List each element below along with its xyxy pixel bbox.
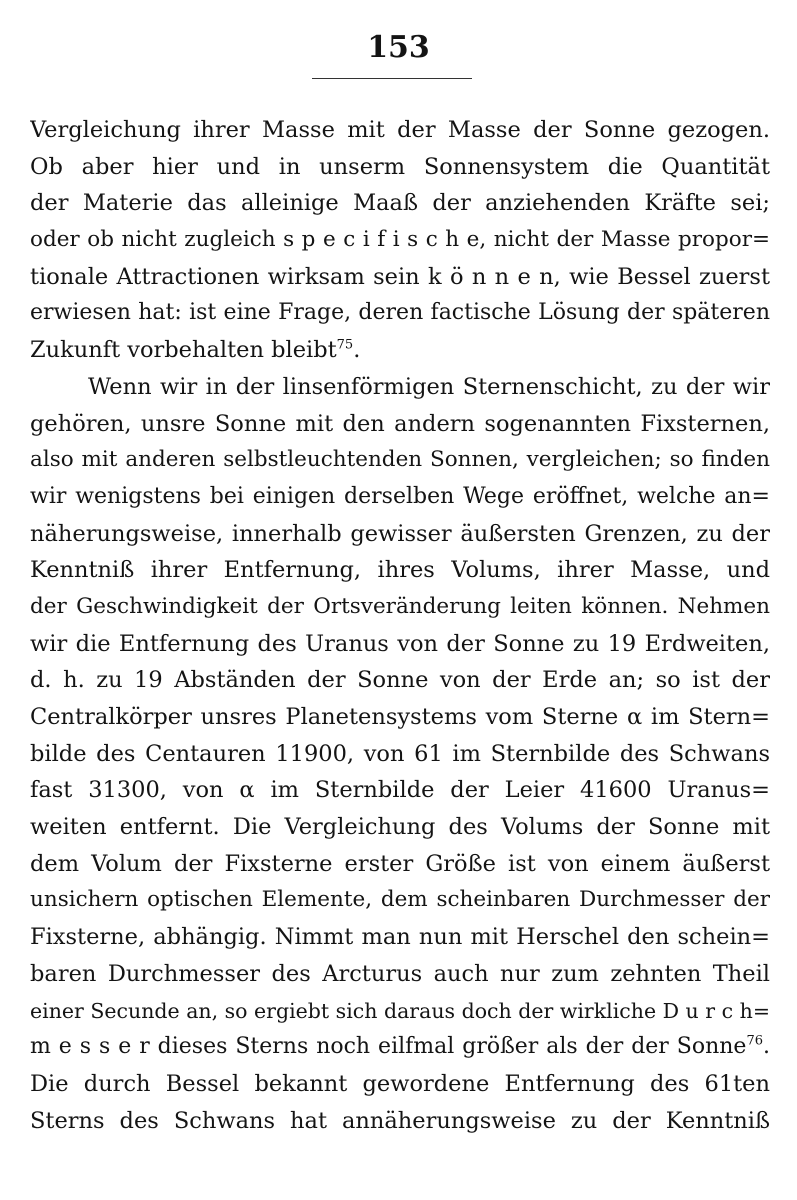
text-line-25: einer Secunde an, so ergiebt sich daraus doch der wirkliche D u r c h= (30, 998, 770, 1023)
footnote-ref-75[interactable]: 75 (336, 337, 354, 353)
page-number: 153 (367, 30, 430, 65)
text-line-19: fast 31300, von α im Sternbilde der Leier 41600 Uranus= (30, 777, 770, 804)
text-line-16: d. h. zu 19 Abständen der Sonne von der Erde an; so ist der (30, 667, 770, 694)
text-line-18: bilde des Centauren 11900, von 61 im Sternbilde des Schwans (30, 740, 770, 767)
text-line-27: Die durch Bessel bekannt gewordene Entfernung des 61ten (30, 1070, 770, 1097)
text-line-17: Centralkörper unsres Planetensystems vom Sterne α im Stern= (30, 704, 770, 730)
text-line-5: tionale Attractionen wirksam sein k ö n n e n, wie Bessel zuerst (30, 263, 770, 290)
text-line-2: Ob aber hier und in unserm Sonnensystem die Quantität (30, 153, 770, 180)
text-line-3: der Materie das alleinige Maaß der anziehenden Kräfte sei; (30, 190, 770, 217)
text-line-23: Fixsterne, abhängig. Nimmt man nun mit Herschel den schein= (30, 924, 770, 951)
text-line-7: Zukunft vorbehalten bleibt$^{75}$. (30, 337, 361, 364)
text-line-6: erwiesen hat: ist eine Frage, deren factische Lösung der späteren (30, 300, 770, 326)
text-line-1: Vergleichung ihrer Masse mit der Masse der Sonne gezogen. (30, 117, 770, 143)
text-line-28: Sterns des Schwans hat annäherungsweise zu der Kenntniß (30, 1107, 770, 1134)
text-line-26: m e s s e r dieses Sterns noch eilfmal größer als der der Sonne$^{76}$. (30, 1033, 770, 1060)
text-line-22: unsichern optischen Elemente, dem scheinbaren Durchmesser der (30, 887, 770, 913)
footnote-ref-76[interactable]: 76 (746, 1033, 763, 1049)
text-line-13: Kenntniß ihrer Entfernung, ihres Volums, ihrer Masse, und (30, 557, 770, 584)
text-line-8: Wenn wir in der linsenförmigen Sternenschicht, zu der wir (88, 373, 770, 400)
page-text (30, 112, 770, 1139)
text-line-10: also mit anderen selbstleuchtenden Sonnen, vergleichen; so finden (30, 447, 770, 473)
text-line-15: wir die Entfernung des Uranus von der Sonne zu 19 Erdweiten, (30, 630, 770, 657)
text-line-14: der Geschwindigkeit der Ortsveränderung leiten können. Nehmen (30, 593, 770, 619)
text-line-24: baren Durchmesser des Arcturus auch nur zum zehnten Theil (30, 960, 770, 987)
text-line-20: weiten entfernt. Die Vergleichung des Volums der Sonne mit (30, 814, 770, 841)
text-line-21: dem Volum der Fixsterne erster Größe ist von einem äußerst (30, 850, 770, 877)
text-line-4: oder ob nicht zugleich s p e c i f i s c h e, nicht der Masse propor= (30, 227, 770, 253)
header-rule (312, 78, 472, 79)
text-line-9: gehören, unsre Sonne mit den andern sogenannten Fixsternen, (30, 410, 770, 437)
text-line-12: näherungsweise, innerhalb gewisser äußersten Grenzen, zu der (30, 520, 770, 547)
text-line-11: wir wenigstens bei einigen derselben Wege eröffnet, welche an= (30, 483, 770, 509)
